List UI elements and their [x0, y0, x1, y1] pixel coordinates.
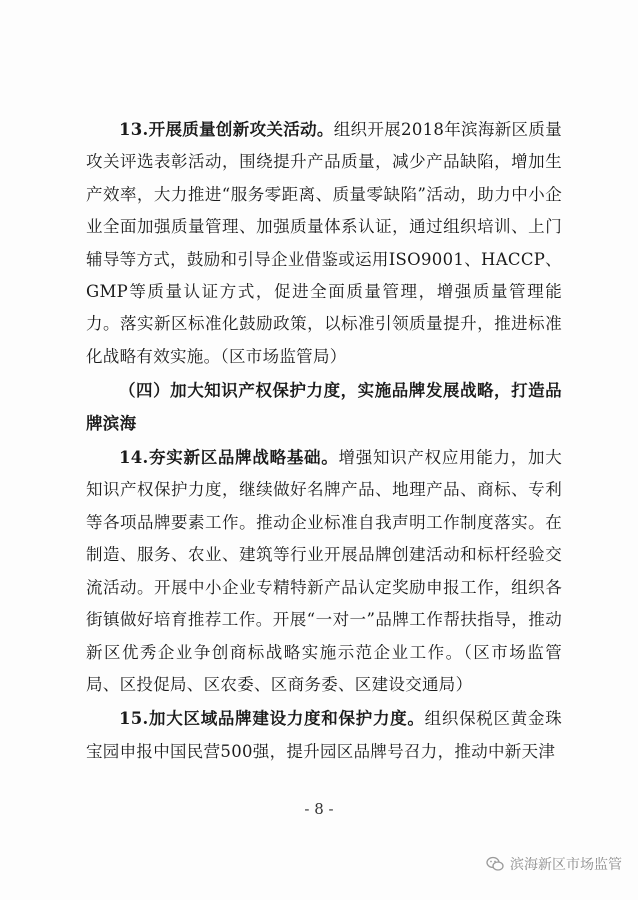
watermark — [486, 854, 622, 874]
paragraph-13-heading: 13.开展质量创新攻关活动。 — [119, 120, 334, 139]
section-4-heading — [86, 375, 562, 440]
paragraph-14-heading: 14.夯实新区品牌战略基础。 — [119, 448, 339, 468]
paragraph-15-heading: 15.加大区域品牌建设力度和保护力度。 — [119, 709, 425, 729]
paragraph-14-text: 增强知识产权应用能力，加大知识产权保护力度，继续做好名牌产品、地理产品、商标、专利等各项品牌要素工作。推动企业标准自我声明工作制度落实。在制造、服务、农业、建筑等行业开展品牌创建活动和标杆经验交流活动。开展中小企业专精特新产品认定奖励申报工作，组织各街镇做好培育推荐工作。开展“一对一”品牌工作帮扶指导，推动新区优秀企业争创商标战略实施示范企业工作。（区市场监管局、区投促局、区农委、区商务委、区建设交通局） — [86, 448, 562, 694]
paragraph-13 — [86, 114, 562, 373]
document-body — [86, 114, 562, 768]
paragraph-15-text: 组织保税区黄金珠宝园申报中国民营500强，提升园区品牌号召力，推动中新天津 — [86, 709, 562, 761]
watermark-text: 滨海新区市场监管 — [510, 857, 622, 873]
paragraph-15 — [86, 703, 562, 768]
page-number: - 8 - — [304, 800, 334, 818]
paragraph-14 — [86, 442, 562, 701]
section-4-title: （四）加大知识产权保护力度，实施品牌发展战略，打造品牌滨海 — [86, 381, 562, 433]
wechat-icon — [486, 856, 504, 872]
paragraph-13-text: 组织开展2018年滨海新区质量攻关评选表彰活动，围绕提升产品质量，减少产品缺陷，增加生产效率，大力推进“服务零距离、质量零缺陷”活动，助力中小企业全面加强质量管理、加强质量体系认证，通过组织培训、上门辅导等方式，鼓励和引导企业借鉴或运用ISO9001、HACCP、GMP等质量认证方式，促进全面质量管理，增强质量管理能力。落实新区标准化鼓励政策，以标准引领质量提升，推进标准化战略有效实施。（区市场监管局） — [86, 120, 562, 366]
